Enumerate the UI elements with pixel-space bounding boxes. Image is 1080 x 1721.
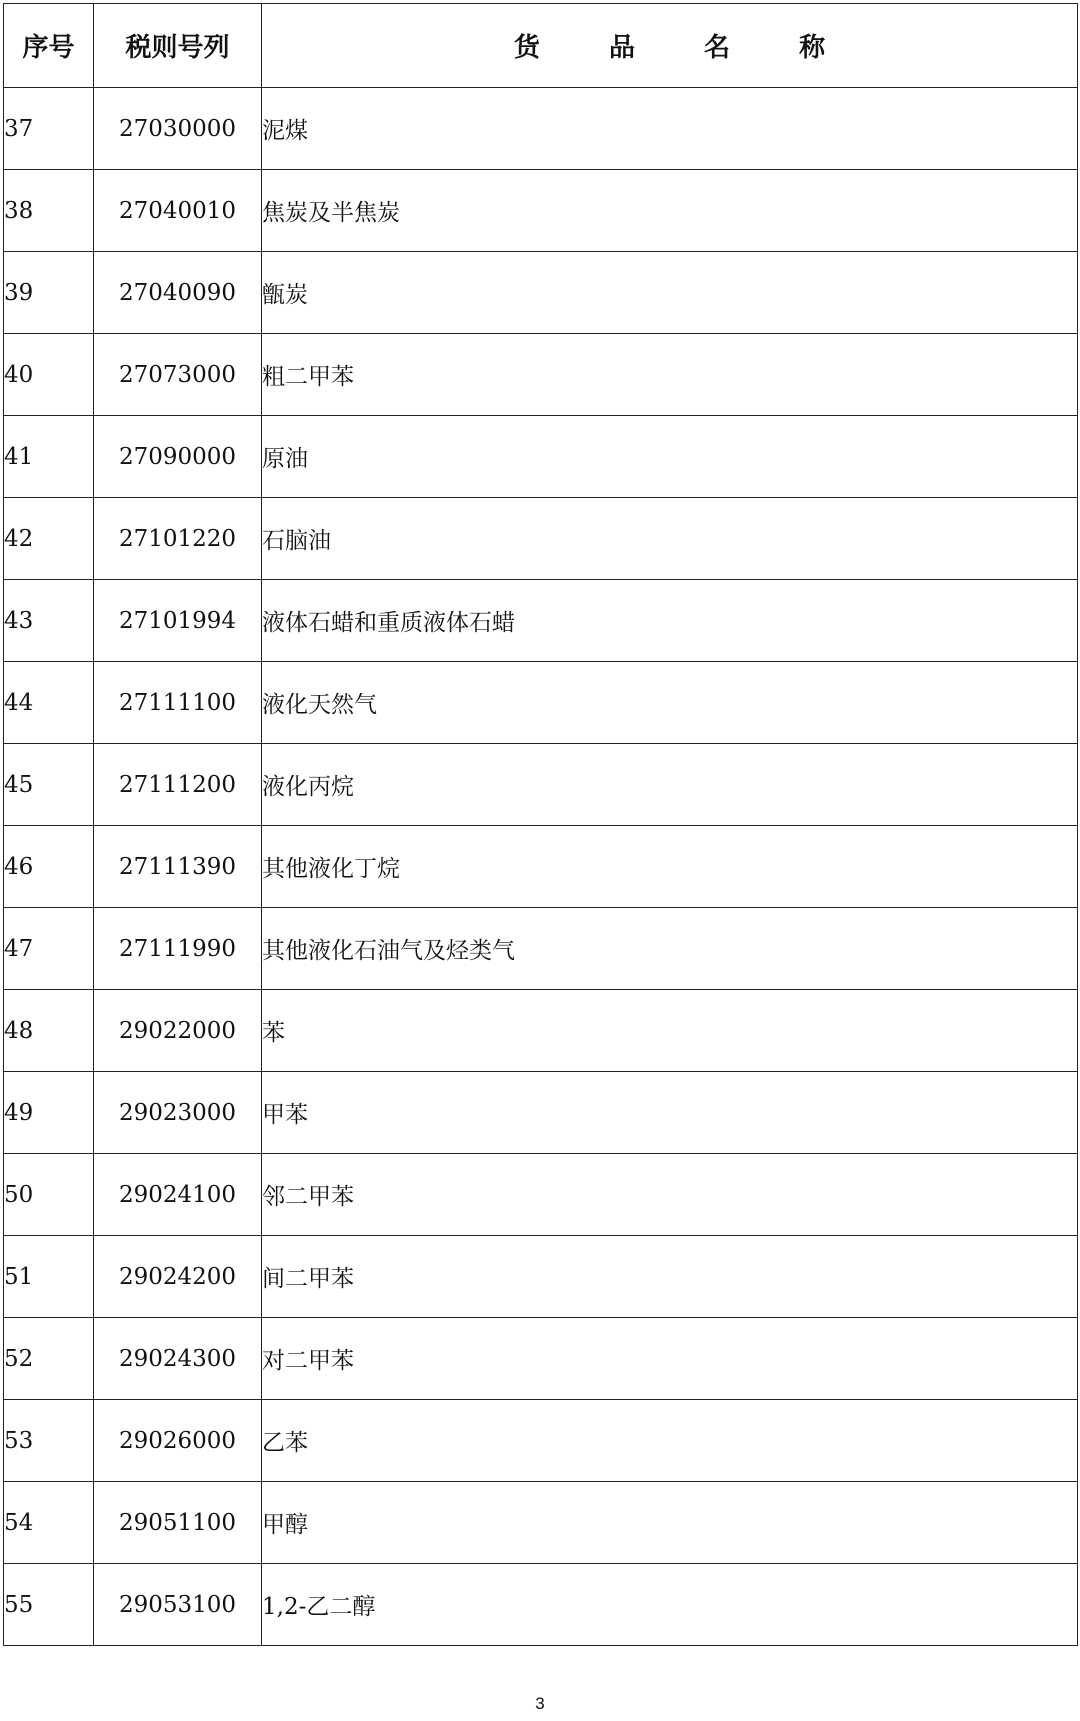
tariff-code-cell: 29026000 [94, 1400, 262, 1482]
goods-name-cell: 其他液化石油气及烃类气 [262, 908, 1078, 990]
seq-cell: 44 [4, 662, 94, 744]
table-row [4, 334, 1078, 416]
table-row [4, 908, 1078, 990]
seq-cell: 51 [4, 1236, 94, 1318]
seq-cell: 49 [4, 1072, 94, 1154]
tariff-code-cell: 29024100 [94, 1154, 262, 1236]
goods-name-cell: 其他液化丁烷 [262, 826, 1078, 908]
seq-cell: 53 [4, 1400, 94, 1482]
tariff-code-cell: 29022000 [94, 990, 262, 1072]
table-row [4, 1236, 1078, 1318]
goods-name-cell: 甑炭 [262, 252, 1078, 334]
goods-name-cell: 苯 [262, 990, 1078, 1072]
column-header-name: 货 品 名 称 [262, 4, 1078, 88]
goods-name-cell: 液化天然气 [262, 662, 1078, 744]
goods-name-cell: 焦炭及半焦炭 [262, 170, 1078, 252]
seq-cell: 42 [4, 498, 94, 580]
table-row [4, 1072, 1078, 1154]
seq-cell: 41 [4, 416, 94, 498]
seq-cell: 45 [4, 744, 94, 826]
goods-name-cell: 石脑油 [262, 498, 1078, 580]
goods-name-cell: 液体石蜡和重质液体石蜡 [262, 580, 1078, 662]
seq-cell: 47 [4, 908, 94, 990]
seq-cell: 55 [4, 1564, 94, 1646]
goods-name-cell: 泥煤 [262, 88, 1078, 170]
table-row [4, 170, 1078, 252]
tariff-code-cell: 27111100 [94, 662, 262, 744]
goods-name-cell: 粗二甲苯 [262, 334, 1078, 416]
tariff-code-cell: 27111390 [94, 826, 262, 908]
seq-cell: 43 [4, 580, 94, 662]
tariff-code-cell: 27101220 [94, 498, 262, 580]
goods-name-cell: 邻二甲苯 [262, 1154, 1078, 1236]
table-row [4, 88, 1078, 170]
seq-cell: 54 [4, 1482, 94, 1564]
table-header-row [4, 4, 1078, 88]
tariff-code-cell: 27040010 [94, 170, 262, 252]
goods-name-cell: 甲醇 [262, 1482, 1078, 1564]
table-row [4, 990, 1078, 1072]
goods-name-cell: 甲苯 [262, 1072, 1078, 1154]
tariff-code-cell: 27101994 [94, 580, 262, 662]
column-header-seq: 序号 [4, 4, 94, 88]
tariff-code-cell: 29024200 [94, 1236, 262, 1318]
goods-name-cell: 1,2-乙二醇 [262, 1564, 1078, 1646]
tariff-code-cell: 27111990 [94, 908, 262, 990]
table-row [4, 662, 1078, 744]
tariff-code-cell: 27111200 [94, 744, 262, 826]
seq-cell: 52 [4, 1318, 94, 1400]
tariff-code-cell: 29053100 [94, 1564, 262, 1646]
table-row [4, 744, 1078, 826]
table-row [4, 1154, 1078, 1236]
seq-cell: 50 [4, 1154, 94, 1236]
tariff-code-cell: 29023000 [94, 1072, 262, 1154]
table-row [4, 498, 1078, 580]
table-row [4, 416, 1078, 498]
goods-table [3, 3, 1078, 1646]
seq-cell: 38 [4, 170, 94, 252]
column-header-code: 税则号列 [94, 4, 262, 88]
page-number: 3 [535, 1694, 545, 1713]
goods-name-cell: 原油 [262, 416, 1078, 498]
tariff-code-cell: 27040090 [94, 252, 262, 334]
table-row [4, 826, 1078, 908]
goods-name-cell: 液化丙烷 [262, 744, 1078, 826]
table-row [4, 1400, 1078, 1482]
seq-cell: 46 [4, 826, 94, 908]
seq-cell: 37 [4, 88, 94, 170]
table-row [4, 252, 1078, 334]
tariff-code-cell: 29024300 [94, 1318, 262, 1400]
table-row [4, 1482, 1078, 1564]
tariff-code-cell: 27030000 [94, 88, 262, 170]
goods-name-cell: 对二甲苯 [262, 1318, 1078, 1400]
goods-name-cell: 间二甲苯 [262, 1236, 1078, 1318]
table-row [4, 1564, 1078, 1646]
seq-cell: 39 [4, 252, 94, 334]
table-row [4, 580, 1078, 662]
seq-cell: 48 [4, 990, 94, 1072]
tariff-code-cell: 27090000 [94, 416, 262, 498]
table-body [4, 88, 1078, 1646]
tariff-code-cell: 27073000 [94, 334, 262, 416]
tariff-code-cell: 29051100 [94, 1482, 262, 1564]
table-row [4, 1318, 1078, 1400]
seq-cell: 40 [4, 334, 94, 416]
goods-name-cell: 乙苯 [262, 1400, 1078, 1482]
